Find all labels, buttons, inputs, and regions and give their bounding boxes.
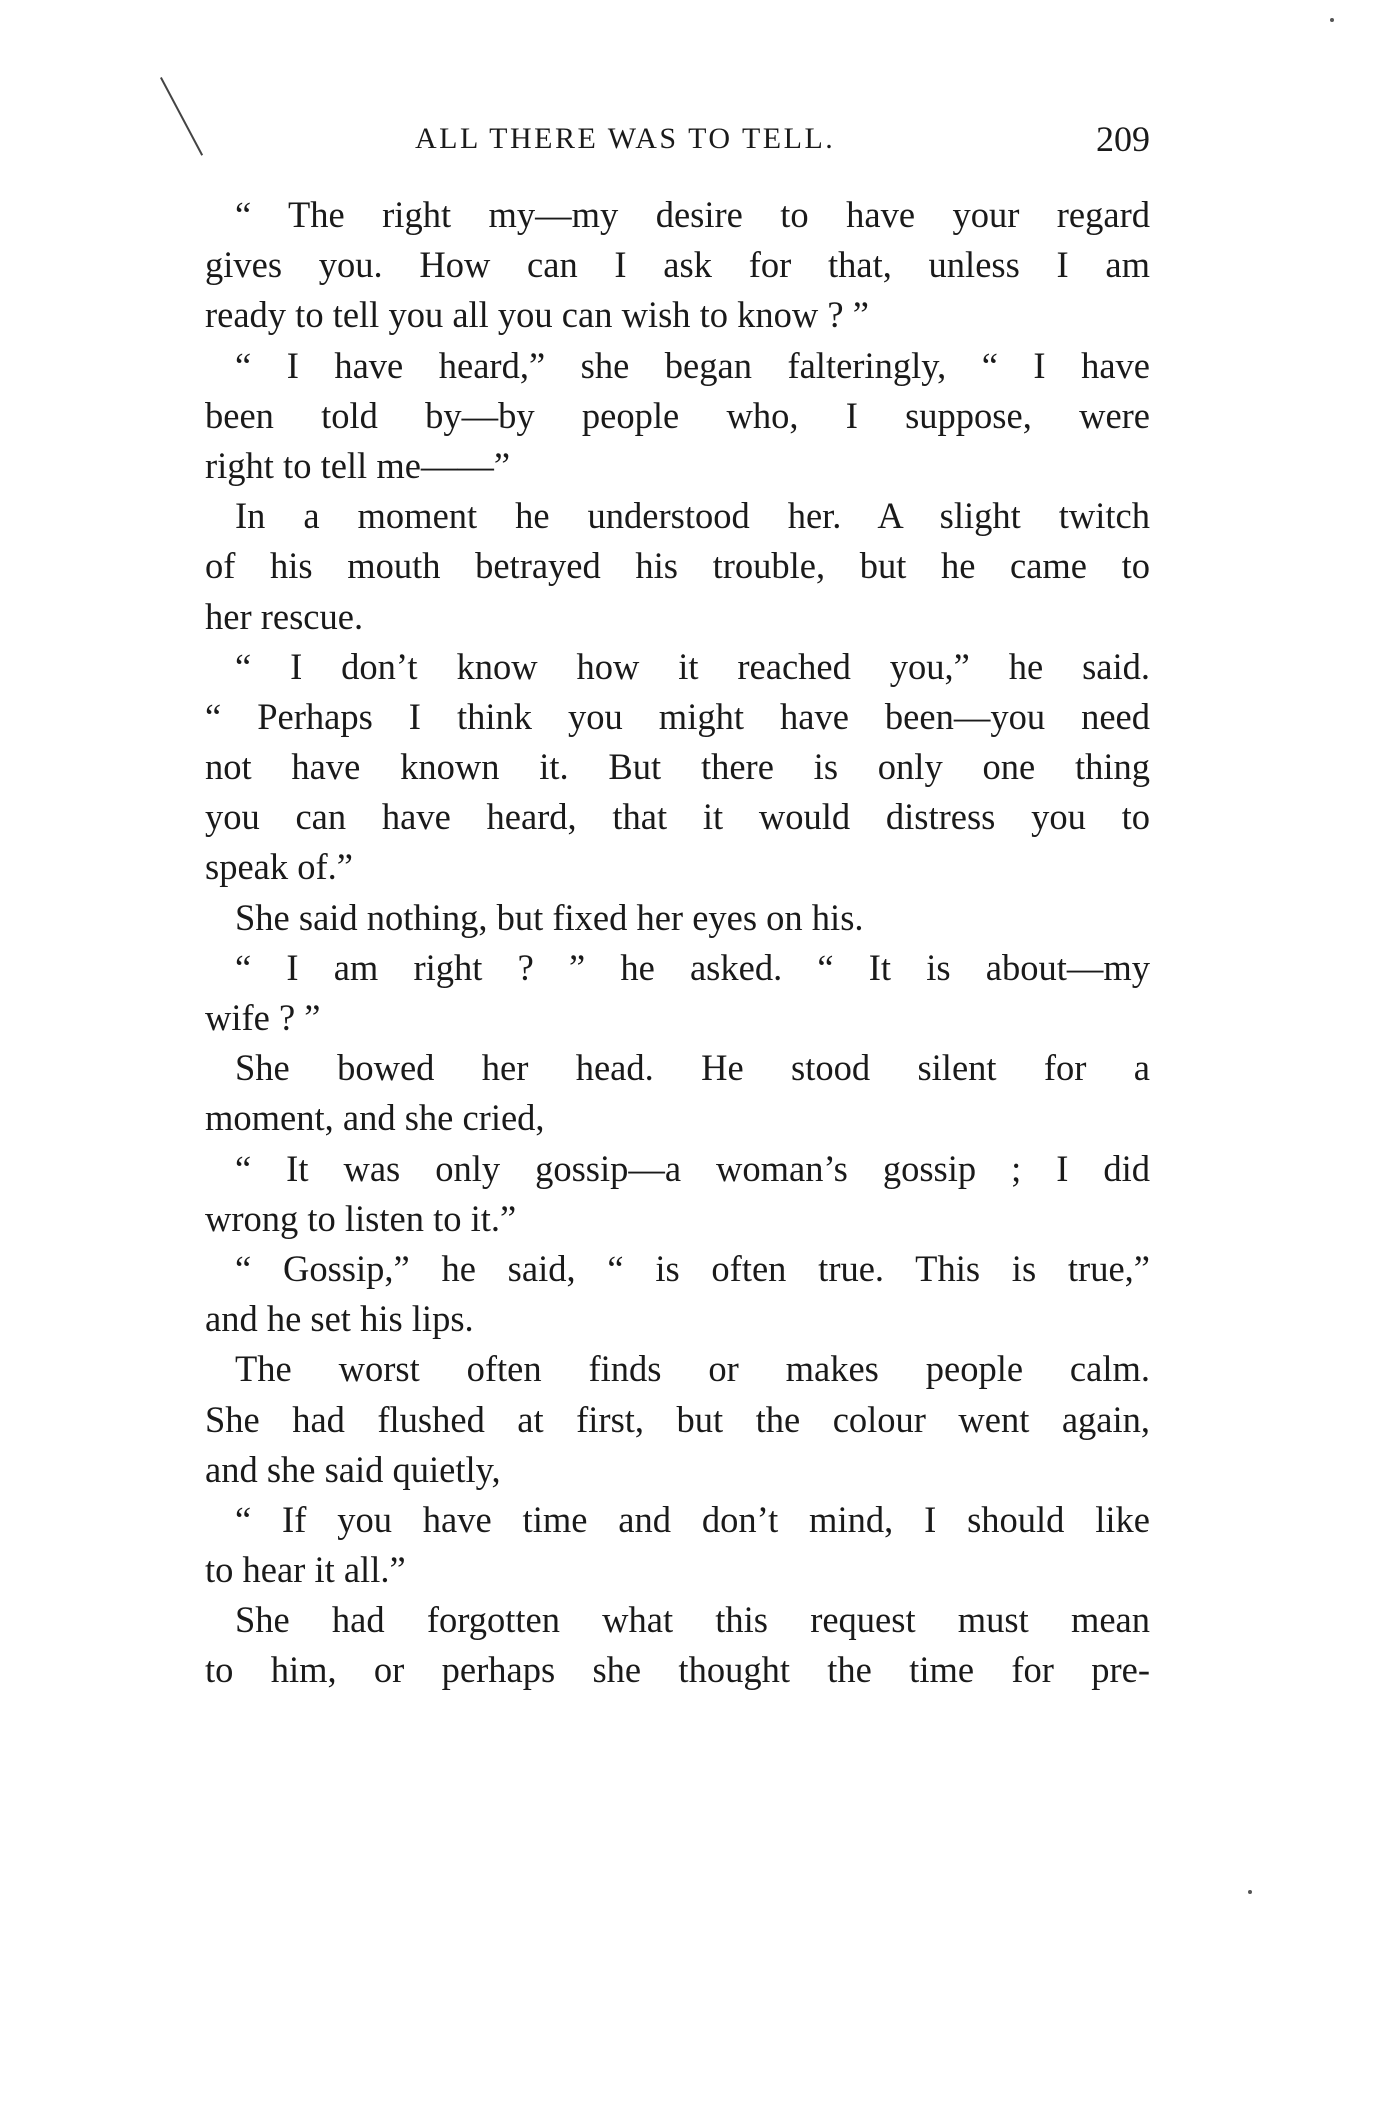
text-line: “ I don’t know how it reached you,” he said. [235,645,1150,687]
text-line: ready to tell you all you can wish to know ? ” [205,294,869,336]
text-line: wife ? ” [205,997,321,1038]
text-line: wrong to listen to it.” [205,1197,517,1239]
text-line: She bowed her head. He stood silent for a [235,1047,1150,1089]
text-line: her rescue. [205,595,364,637]
text-line: you can have heard, that it would distress you to [205,796,1150,838]
text-line: “ Perhaps I think you might have been—you need [205,695,1150,737]
body-text [205,190,1150,1696]
text-line: “ Gossip,” he said, “ is often true. This is true,” [235,1247,1150,1289]
text-line: gives you. How can I ask for that, unless I am [205,244,1150,286]
text-line: and he set his lips. [205,1298,474,1340]
text-line: been told by—by people who, I suppose, were [205,394,1150,436]
text-line: “ It was only gossip—a woman’s gossip ; I did [235,1147,1150,1189]
text-line: to hear it all.” [205,1549,406,1591]
text-line: The worst often finds or makes people calm. [235,1348,1150,1390]
text-line: speak of.” [205,846,353,888]
text-line: “ I have heard,” she began falteringly, “ I have [235,344,1150,386]
text-line: not have known it. But there is only one thing [205,746,1150,788]
text-line: and she said quietly, [205,1448,501,1490]
text-line: moment, and she cried, [205,1097,545,1139]
ink-speck [1248,1890,1252,1894]
text-line: “ The right my—my desire to have your regard [235,194,1150,235]
text-line: right to tell me——” [205,444,511,486]
text-line: of his mouth betrayed his trouble, but he came to [205,545,1150,587]
ink-speck [1330,18,1334,22]
text-line: She had forgotten what this request must mean [235,1599,1150,1641]
text-line: In a moment he understood her. A slight twitch [235,495,1150,537]
running-head [205,118,1150,168]
text-line: “ If you have time and don’t mind, I should like [235,1498,1150,1540]
text-line: She said nothing, but fixed her eyes on his. [235,896,864,938]
text-line: She had flushed at first, but the colour went again, [205,1398,1150,1440]
pencil-stroke-mark [160,77,203,156]
text-line: “ I am right ? ” he asked. “ It is about—my [235,946,1150,988]
text-line: to him, or perhaps she thought the time for pre- [205,1649,1150,1691]
running-title: ALL THERE WAS TO TELL. [415,122,836,155]
page-number: 209 [1096,119,1150,159]
